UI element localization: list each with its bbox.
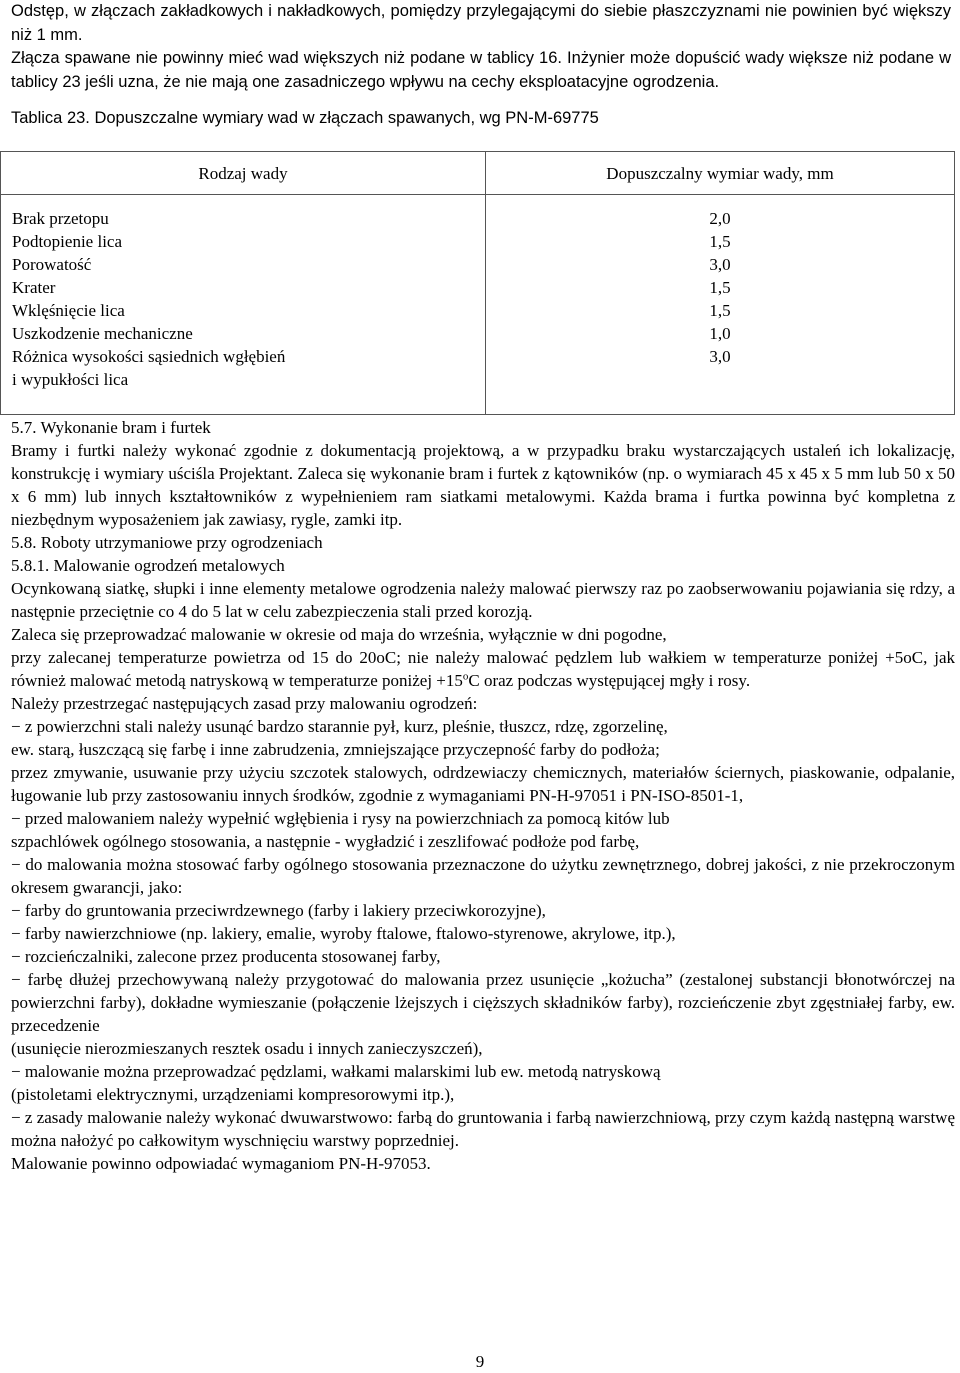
list-item: − z zasady malowanie należy wykonać dwuwarstwowo: farbą do gruntowania i farbą nawierzchniową, przy czym każdą następną warstwę można nałożyć po całkowitym wyschnięciu warstwy poprzedniej. [11, 1108, 955, 1150]
table-caption: Tablica 23. Dopuszczalne wymiary wad w złączach spawanych, wg PN-M-69775 [11, 109, 599, 127]
defect-names-cell [1, 195, 486, 415]
list-item: przez zmywanie, usuwanie przy użyciu szczotek stalowych, odrdzewiaczy chemicznych, materiałów ściernych, piaskowanie, odpalanie, ługowanie lub przy zastosowaniu innych środków, zgodnie z wymaganiami PN-H-97051 i PN-ISO-8501-1, [11, 763, 955, 805]
temperature-text-a: przy zalecanej temperaturze powietrza od 15 do 20oC; nie należy malować pędzlem lub wałkiem w temperaturze poniżej +5oC, jak również malować metodą natryskową w temperaturze poniżej +15 [11, 648, 955, 690]
paragraph-gates: Bramy i furtki należy wykonać zgodnie z dokumentacją projektową, a w przypadku braku wystarczających ustaleń ich lokalizację, konstrukcję i wymiary uściśla Projektant. Zaleca się wykonanie bram i furtek z kątowników (np. o wymiarach 45 x 45 x 5 mm lub 50 x 50 x 6 mm) lub innych kształtowników z wypełnieniem ram siatkami metalowymi. Każda brama i furtka powinna być kompletna z niezbędnym wyposażeniem jak zawiasy, rygle, zamki itp. [11, 441, 955, 529]
defect-value: 1,0 [709, 324, 731, 343]
defect-value: 3,0 [709, 347, 731, 366]
intro-section [11, 0, 951, 131]
defect-value: 2,0 [709, 209, 731, 228]
list-item: − rozcieńczalniki, zalecone przez producenta stosowanej farby, [11, 947, 441, 966]
section-heading-5-7: 5.7. Wykonanie bram i furtek [11, 418, 211, 437]
defect-value: 1,5 [709, 278, 731, 297]
section-heading-5-8: 5.8. Roboty utrzymaniowe przy ogrodzeniach [11, 533, 323, 552]
list-item: − farby do gruntowania przeciwrdzewnego (farby i lakiery przeciwkorozyjne), [11, 901, 546, 920]
defects-table [0, 151, 955, 415]
defect-name: Różnica wysokości sąsiednich wgłębień [12, 347, 286, 366]
defect-value: 1,5 [709, 301, 731, 320]
list-item: − do malowania można stosować farby ogólnego stosowania przeznaczone do użytku zewnętrznego, dobrej jakości, z nie przekroczonym okresem gwarancji, jako: [11, 855, 955, 897]
page-number: 9 [475, 1352, 485, 1371]
defect-name: Uszkodzenie mechaniczne [12, 324, 193, 343]
degree-superscript: o [462, 670, 469, 683]
defect-value: 1,5 [709, 232, 731, 251]
paragraph-final: Malowanie powinno odpowiadać wymaganiom PN-H-97053. [11, 1154, 431, 1173]
temperature-text-b: C oraz podczas występującej mgły i rosy. [468, 671, 751, 690]
list-item: ew. starą, łuszczącą się farbę i inne zabrudzenia, zmniejszające przyczepność farby do podłoża; [11, 740, 660, 759]
intro-paragraph-1: Odstęp, w złączach zakładkowych i nakładkowych, pomiędzy przylegającymi do siebie płaszczyznami nie powinien być większy niż 1 mm. [11, 2, 951, 44]
paragraph-temperature [11, 646, 955, 692]
body-section [11, 416, 955, 1175]
list-item: − malowanie można przeprowadzać pędzlami, wałkami malarskimi lub ew. metodą natryskową [11, 1062, 661, 1081]
paragraph-painting-1: Ocynkowaną siatkę, słupki i inne elementy metalowe ogrodzenia należy malować pierwszy raz po zaobserwowaniu pojawiania się rdzy, a następnie przeciętnie co 4 do 5 lat w celu zabezpieczenia stali przed korozją. [11, 579, 955, 621]
list-item: − z powierzchni stali należy usunąć bardzo starannie pył, kurz, pleśnie, tłuszcz, rdzę, zgorzelinę, [11, 717, 668, 736]
list-item: − farbę dłużej przechowywaną należy przygotować do malowania przez usunięcie „kożucha” (zestalonej substancji błonotwórczej na powierzchni farby), dokładne wymieszanie (połączenie lżejszych i cięższych składników farby), rozcieńczenie zbyt zgęstniałej farby, ew. przecedzenie [11, 970, 955, 1035]
defect-name: Brak przetopu [12, 209, 109, 228]
paragraph-painting-2: Zaleca się przeprowadzać malowanie w okresie od maja do września, wyłącznie w dni pogodne, [11, 625, 667, 644]
defect-name: Porowatość [12, 255, 92, 274]
intro-paragraph-2: Złącza spawane nie powinny mieć wad większych niż podane w tablicy 16. Inżynier może dopuścić wady większe niż podane w tablicy 23 jeśli uzna, że nie mają one zasadniczego wpływu na cechy eksploatacyjne ogrodzenia. [11, 49, 951, 91]
table-body-row [1, 195, 955, 415]
table-header-row [1, 152, 955, 195]
defect-name: Podtopienie lica [12, 232, 123, 251]
list-item: − farby nawierzchniowe (np. lakiery, emalie, wyroby ftalowe, ftalowo-styrenowe, akrylowe, itp.), [11, 924, 676, 943]
list-item: (pistoletami elektrycznymi, urządzeniami kompresorowymi itp.), [11, 1085, 455, 1104]
defect-name: Krater [12, 278, 56, 297]
paragraph-rules-intro: Należy przestrzegać następujących zasad przy malowaniu ogrodzeń: [11, 694, 478, 713]
list-item: − przed malowaniem należy wypełnić wgłębienia i rysy na powierzchniach za pomocą kitów lub [11, 809, 670, 828]
table-header-defect-type: Rodzaj wady [1, 152, 486, 195]
defect-value: 3,0 [709, 255, 731, 274]
list-item: (usunięcie nierozmieszanych resztek osadu i innych zanieczyszczeń), [11, 1039, 483, 1058]
section-heading-5-8-1: 5.8.1. Malowanie ogrodzeń metalowych [11, 556, 285, 575]
defect-name: i wypukłości lica [12, 370, 129, 389]
defect-value [486, 368, 954, 391]
list-item: szpachlówek ogólnego stosowania, a następnie - wygładzić i zeszlifować podłoże pod farbę, [11, 832, 640, 851]
table-header-allowed-size: Dopuszczalny wymiar wady, mm [486, 152, 955, 195]
defect-name: Wklęśnięcie lica [12, 301, 125, 320]
defect-values-cell [486, 195, 955, 415]
